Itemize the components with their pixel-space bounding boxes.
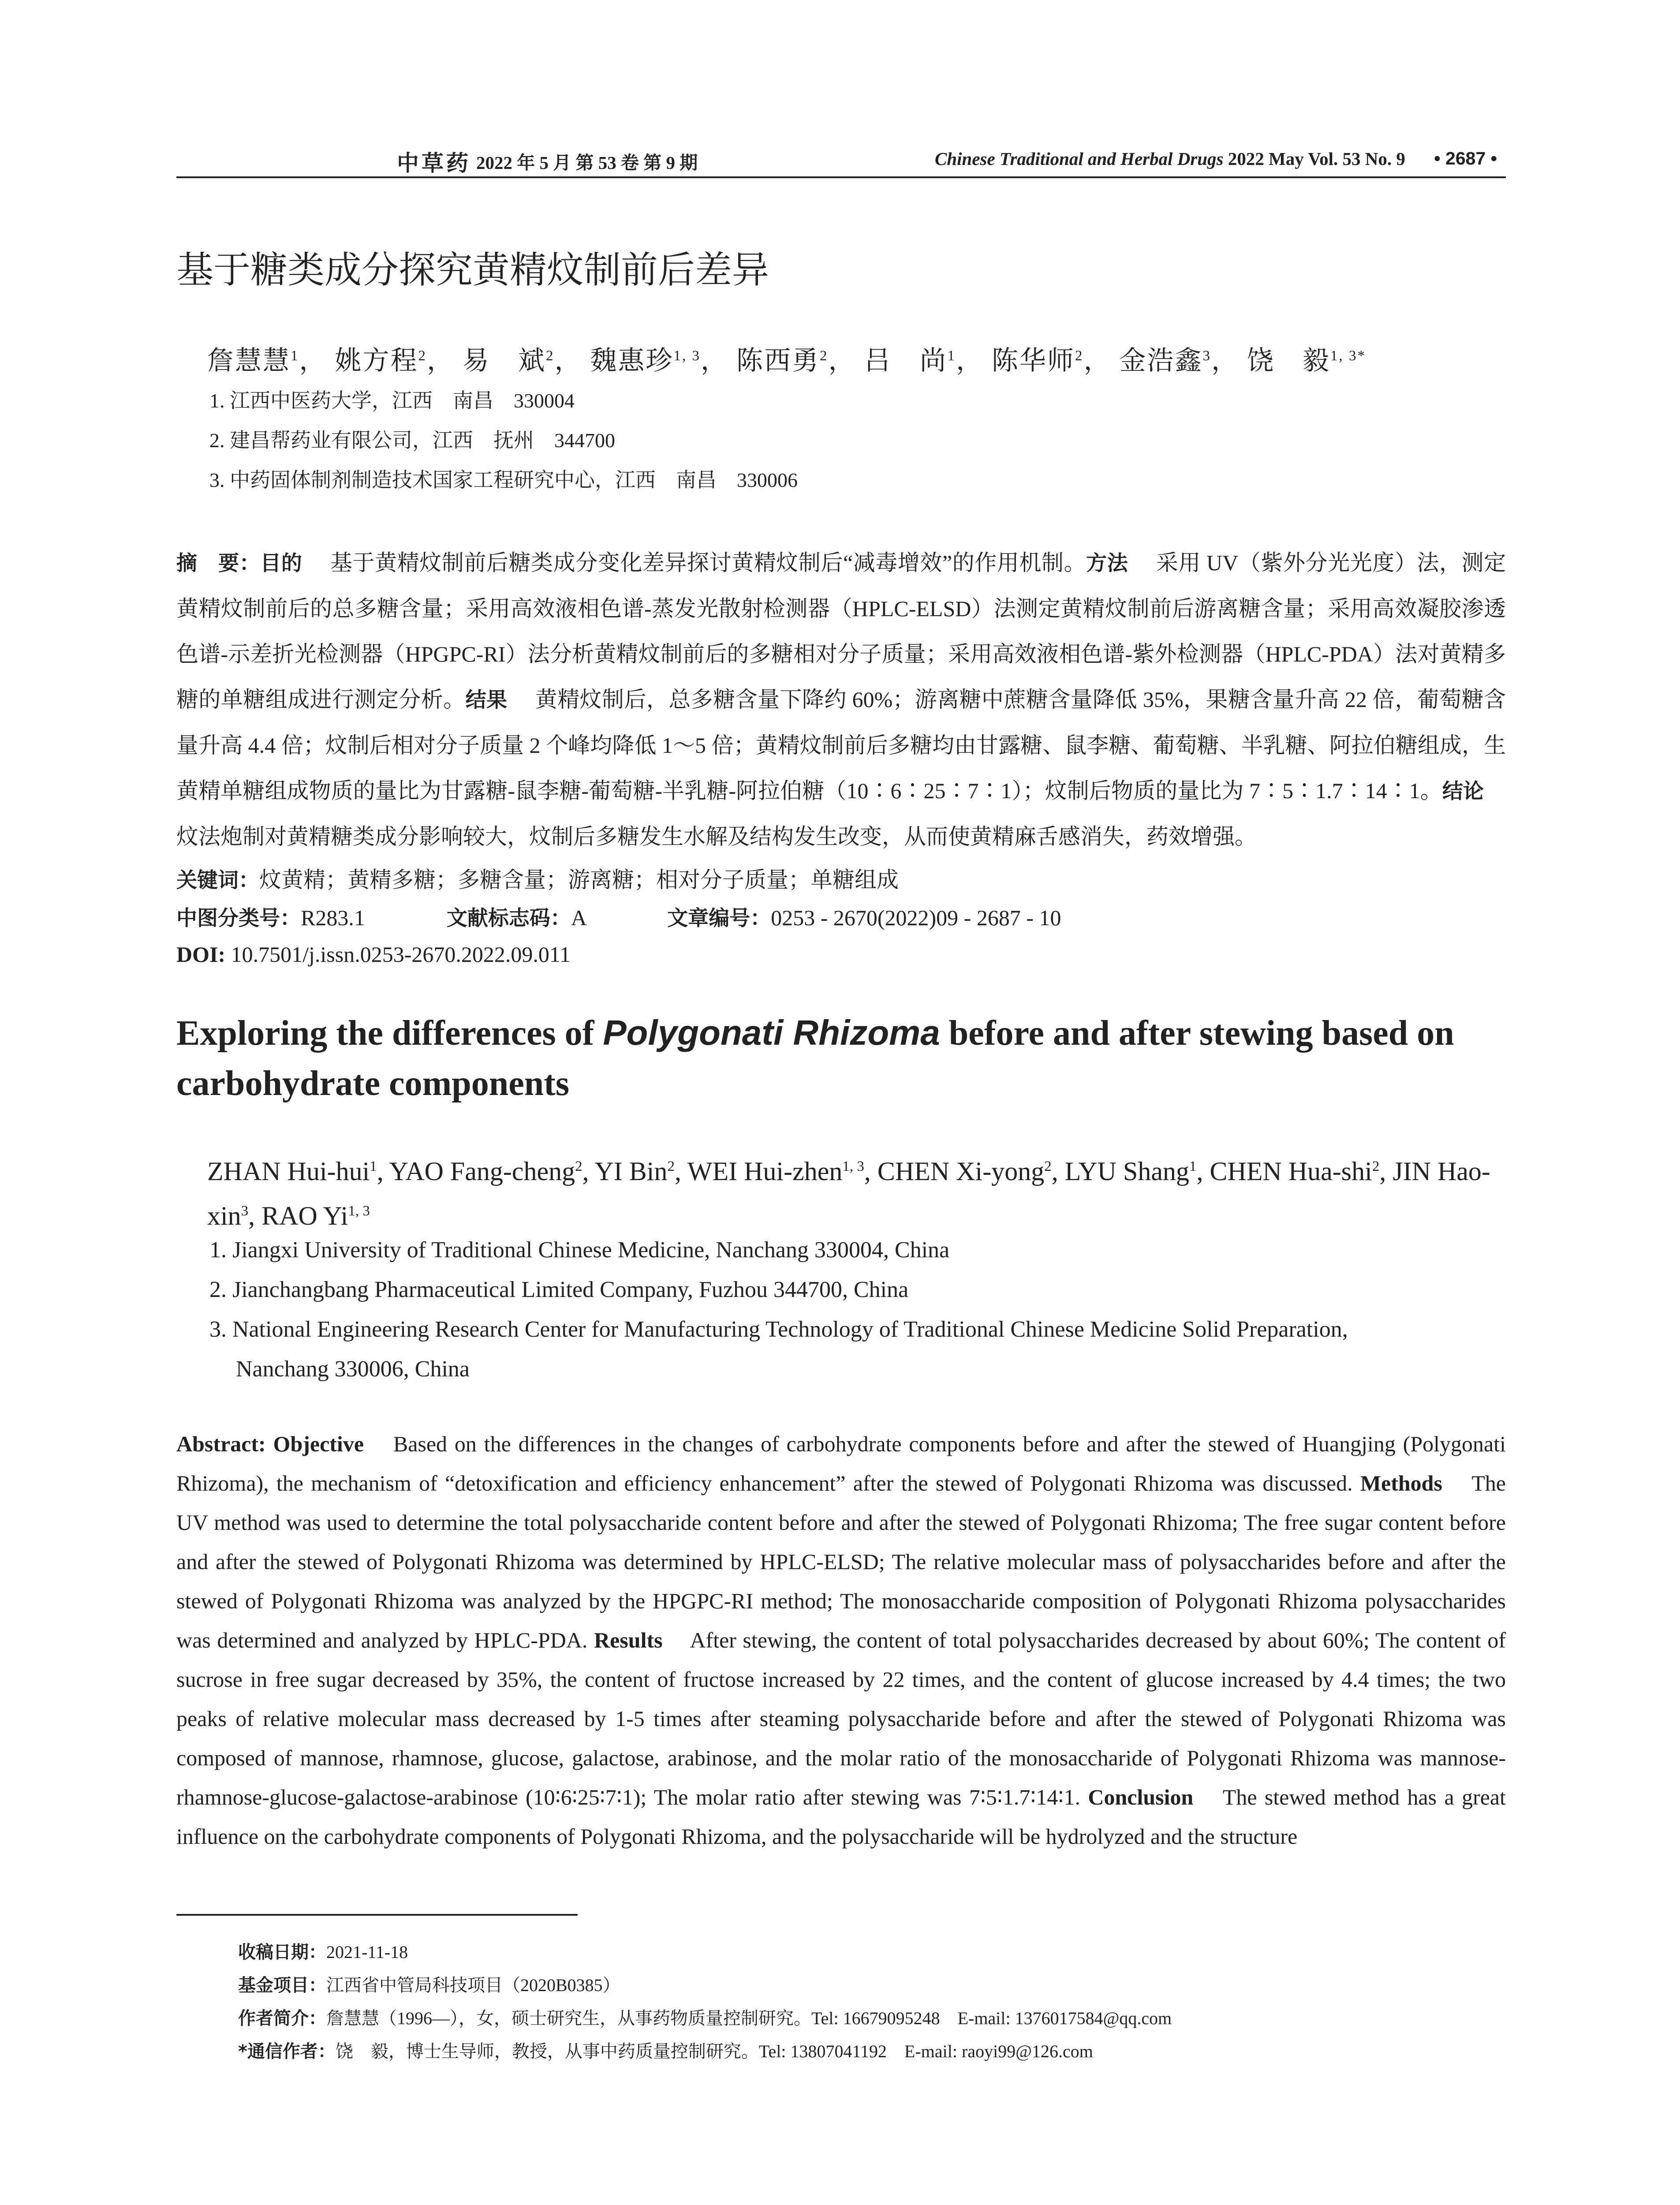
affiliation-en-2: 2. Jianchangbang Pharmaceutical Limited Company, Fuzhou 344700, China (209, 1277, 909, 1302)
article-number-value: 0253 - 2670(2022)09 - 2687 - 10 (771, 905, 1061, 930)
header-issue-cn: 2022 年 5 月 第 53 卷 第 9 期 (476, 153, 698, 173)
author-affil-sup: 2 (1044, 1159, 1052, 1174)
author-cn: 姚方程 (335, 346, 418, 375)
author-affil-sup: 2 (418, 348, 427, 364)
title-cn: 基于糖类成分探究黄精炆制前后差异 (176, 248, 769, 292)
author-cn: 詹慧慧 (207, 346, 291, 375)
keywords-label: 关键词： (176, 868, 259, 893)
journal-logo: 中草药 (397, 151, 471, 176)
affiliation-en-1: 1. Jiangxi University of Traditional Chinese Medicine, Nanchang 330004, China (209, 1237, 950, 1263)
conclusion-label-en: Conclusion (1088, 1785, 1194, 1809)
abstract-cn-label: 摘 要： (176, 551, 261, 576)
author-affil-sup: 2 (1075, 348, 1084, 364)
doi-label: DOI: (176, 942, 226, 967)
author-affil-sup: 2 (1372, 1159, 1380, 1174)
author-cn: 陈西勇 (736, 346, 820, 375)
page-number: • 2687 • (1434, 148, 1497, 168)
author-en: RAO Yi (261, 1201, 348, 1230)
author-cn: 吕 尚 (864, 346, 948, 375)
author-en: YI Bin (594, 1157, 668, 1186)
author-en: JIN Hao-xin (207, 1157, 1490, 1230)
author-affil-sup: 1, 3 (842, 1159, 864, 1174)
affiliation-cn-2: 2. 建昌帮药业有限公司，江西 抚州 344700 (209, 429, 615, 452)
author-cn: 易 斌 (463, 346, 546, 375)
author-affil-sup: 1, 3* (1330, 348, 1366, 364)
author-affil-sup: 1 (1189, 1159, 1197, 1174)
results-label-cn: 结果 (465, 688, 508, 712)
conclusion-text-cn: 炆法炮制对黄精糖类成分影响较大，炆制后多糖发生水解及结构发生改变，从而使黄精麻舌感消失，药效增强。 (176, 824, 1257, 849)
doc-code-label: 文献标志码： (446, 906, 571, 931)
results-label-en: Results (594, 1628, 663, 1652)
keywords-text: 炆黄精；黄精多糖；多糖含量；游离糖；相对分子质量；单糖组成 (259, 867, 899, 892)
footnote-text: 詹慧慧（1996—），女，硕士研究生，从事药物质量控制研究。Tel: 16679095248 E-mail: 1376017584@qq.com (326, 2008, 1172, 2028)
classification-line (176, 902, 1061, 931)
title-en (176, 1008, 1499, 1109)
methods-text-en: The UV method was used to determine the total polysaccharide content before and after the stewed of Polygonati Rhizoma; The free sugar content before and after the stewed of Polygonati Rhizoma was determined by HPLC-ELSD; The relative molecular mass of polysaccharides before and after the stewed of Polygonati Rhizoma was analyzed by the HPGPC-RI method; The monosaccharide composition of Polygonati Rhizoma polysaccharides was determined and analyzed by HPLC-PDA. (176, 1471, 1506, 1652)
abstract-cn (176, 540, 1506, 860)
authors-cn: 詹慧慧$^1$， 姚方程$^2$， 易 斌$^2$， 魏惠珍$^{1, 3}$， 陈西勇$^2$， 吕 尚$^1$， 陈华师$^2$， 金浩鑫$^3$， 饶 毅$^{1, 3*}$ (207, 346, 1366, 375)
author-cn: 魏惠珍 (590, 346, 674, 375)
objective-text-en: Based on the differences in the changes of carbohydrate components before and after the stewed of Huangjing (Polygonati Rhizoma), the mechanism of “detoxification and efficiency enhancement” after the stewed of Polygonati Rhizoma was discussed. (176, 1431, 1506, 1495)
conclusion-text-en: The stewed method has a great influence on the carbohydrate components of Polygonati Rhizoma, and the polysaccharide will be hydrolyzed and the structure (176, 1785, 1506, 1849)
affiliation-cn-1: 1. 江西中医药大学，江西 南昌 330004 (209, 389, 575, 412)
author-cn: 金浩鑫 (1119, 346, 1203, 375)
footnote-corresponding (238, 2037, 1093, 2063)
affiliation-en-3 (209, 1310, 1506, 1389)
clc-label: 中图分类号： (176, 906, 301, 931)
footnote-received (238, 1938, 408, 1963)
author-en: ZHAN Hui-hui (207, 1157, 370, 1186)
header-issue-en (935, 148, 1405, 169)
doi-value: 10.7501/j.issn.0253-2670.2022.09.011 (231, 942, 571, 967)
footnote-label: 基金项目： (238, 1975, 326, 1996)
keywords-cn (176, 862, 899, 894)
footnote-label: 收稿日期： (238, 1942, 326, 1962)
footnote-author-bio (238, 2004, 1172, 2029)
clc-value: R283.1 (301, 905, 365, 930)
header-journal-en: Chinese Traditional and Herbal Drugs (935, 149, 1224, 169)
results-text-cn: 黄精炆制后，总多糖含量下降约 60%；游离糖中蔗糖含量降低 35%，果糖含量升高 22 倍，葡萄糖含量升高 4.4 倍；炆制后相对分子质量 2 个峰均降低 1～5 倍；黄精炆制前后多糖均由甘露糖、鼠李糖、葡萄糖、半乳糖、阿拉伯糖组成，生黄精单糖组成物质的量比为甘露糖-鼠李糖-葡萄糖-半乳糖-阿拉伯糖（10∶6∶25∶7∶1）；炆制后物质的量比为 7∶5∶1.7∶14∶1。 (176, 687, 1506, 803)
author-en: WEI Hui-zhen (687, 1157, 843, 1186)
methods-text-cn: 采用 UV（紫外分光光度）法，测定黄精炆制前后的总多糖含量；采用高效液相色谱-蒸发光散射检测器（HPLC-ELSD）法测定黄精炆制前后游离糖含量；采用高效凝胶渗透色谱-示差折光检测器（HPGPC-RI）法分析黄精炆制前后的多糖相对分子质量；采用高效液相色谱-紫外检测器（HPLC-PDA）法对黄精多糖的单糖组成进行测定分析。 (176, 550, 1506, 712)
footnote-label: 作者简介： (238, 2008, 326, 2029)
doc-code-value: A (571, 905, 586, 930)
header-volume-en: 2022 May Vol. 53 No. 9 (1228, 149, 1405, 169)
author-en: YAO Fang-cheng (389, 1157, 575, 1186)
affiliation-cn-3: 3. 中药固体制剂制造技术国家工程研究中心，江西 南昌 330006 (209, 469, 798, 491)
affiliation-en-3-line2: Nanchang 330006, China (236, 1357, 470, 1382)
title-en-part1: Exploring the differences of (176, 1014, 603, 1053)
doi-line (176, 942, 571, 967)
author-cn: 陈华师 (992, 346, 1075, 375)
footnote-label: *通信作者： (238, 2041, 336, 2062)
author-affil-sup: 3 (1202, 348, 1211, 364)
objective-text-cn: 基于黄精炆制前后糖类成分变化差异探讨黄精炆制后“减毒增效”的作用机制。 (330, 550, 1086, 575)
author-affil-sup: 1, 3 (673, 348, 701, 364)
author-en: CHEN Xi-yong (877, 1157, 1045, 1186)
footnote-text: 江西省中管局科技项目（2020B0385） (326, 1975, 620, 1995)
running-header (176, 142, 1506, 178)
results-text-en: After stewing, the content of total polysaccharides decreased by about 60%; The content of sucrose in free sugar decreased by 35%, the content of fructose increased by 22 times, and the content of glucose increased by 4.4 times; the two peaks of relative molecular mass decreased by 1-5 times after steaming polysaccharide before and after the stewed of Polygonati Rhizoma was composed of mannose, rhamnose, glucose, galactose, arabinose, and the molar ratio of the monosaccharide of Polygonati Rhizoma was mannose-rhamnose-glucose-galactose-arabinose (10∶6∶25∶7∶1); The molar ratio after stewing was 7∶5∶1.7∶14∶1. (176, 1628, 1506, 1809)
author-cn: 饶 毅 (1247, 346, 1330, 375)
author-affil-sup: 1 (291, 348, 299, 364)
authors-en: ZHAN Hui-hui$^1$, YAO Fang-cheng$^2$, YI Bin$^2$, WEI Hui-zhen$^{1, 3}$, CHEN Xi-yong$^2$, LYU Shang$^1$, CHEN Hua-shi$^2$, JIN Hao-xin$^3$, RAO Yi$^{1, 3}$ (207, 1157, 1490, 1230)
affiliation-en-3-line1: 3. National Engineering Research Center for Manufacturing Technology of Traditional Chinese Medicine Solid Preparation, (209, 1317, 1348, 1342)
footnote-text: 饶 毅，博士生导师，教授，从事中药质量控制研究。Tel: 13807041192 E-mail: raoyi99@126.com (335, 2041, 1093, 2061)
author-affil-sup: 2 (820, 348, 829, 364)
title-en-latin: Polygonati Rhizoma (603, 1013, 940, 1052)
abstract-en-label: Abstract: (176, 1431, 266, 1456)
author-affil-sup: 2 (667, 1159, 675, 1174)
author-affil-sup: 3 (241, 1203, 249, 1219)
conclusion-label-cn: 结论 (1442, 779, 1484, 804)
author-affil-sup: 1 (947, 348, 956, 364)
author-affil-sup: 2 (575, 1159, 582, 1174)
footnote-text: 2021-11-18 (326, 1942, 408, 1962)
author-en: CHEN Hua-shi (1210, 1157, 1372, 1186)
methods-label-cn: 方法 (1086, 551, 1128, 576)
objective-label-en: Objective (273, 1431, 364, 1456)
objective-label-cn: 目的 (260, 551, 302, 576)
author-affil-sup: 2 (546, 348, 555, 364)
footnote-divider (176, 1914, 578, 1916)
author-affil-sup: 1 (370, 1159, 377, 1174)
author-affil-sup: 1, 3 (348, 1203, 370, 1219)
article-number-label: 文章编号： (667, 906, 771, 931)
methods-label-en: Methods (1360, 1471, 1442, 1495)
footnote-funding (238, 1971, 620, 1996)
title-en-part2: before and after stewing based on carbohydrate components (176, 1014, 1454, 1103)
abstract-en (176, 1424, 1506, 1856)
author-en: LYU Shang (1064, 1157, 1190, 1186)
